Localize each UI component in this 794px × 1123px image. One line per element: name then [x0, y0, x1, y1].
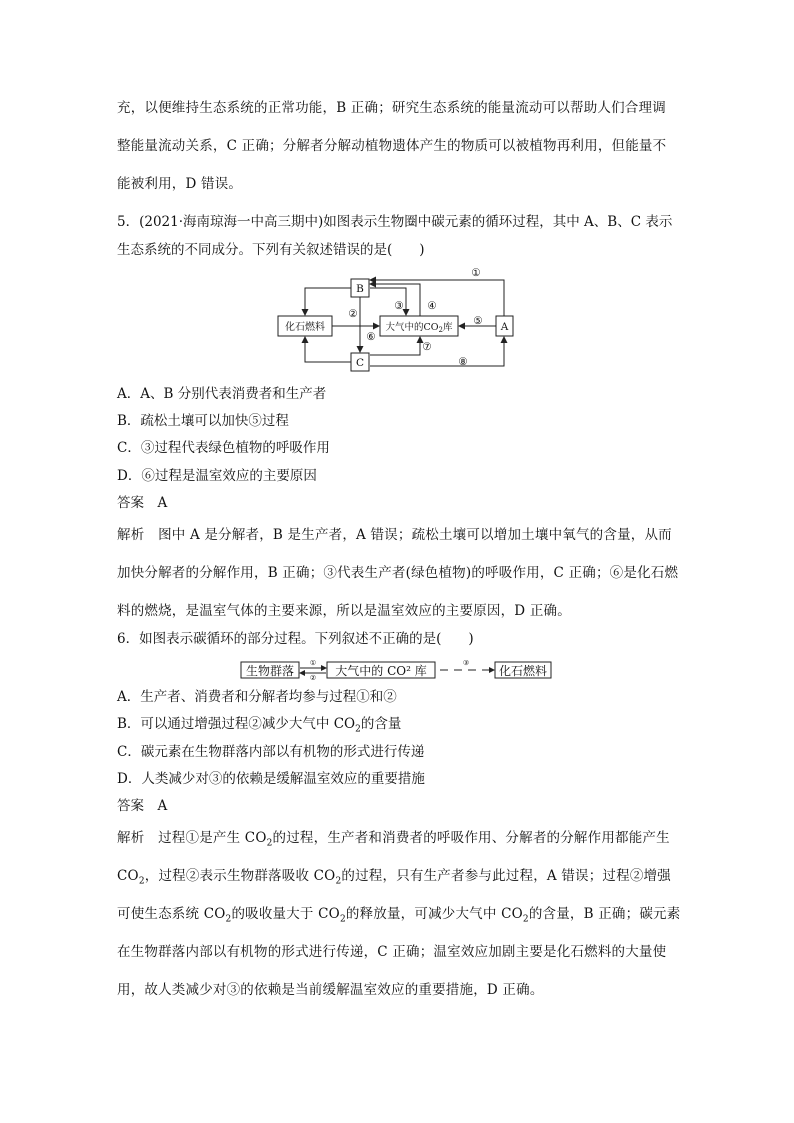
carbon-cycle-diagram: [270, 262, 530, 378]
label-n4: ④: [427, 300, 437, 312]
text-line: 加快分解者的分解作用，B 正确；③代表生产者(绿色植物)的呼吸作用，C 正确；⑥是化石燃: [117, 565, 679, 581]
label-process-3: ③: [462, 660, 470, 667]
label-atmosphere-co2-6: 大气中的 CO² 库: [335, 664, 427, 678]
label-a: A: [500, 321, 509, 333]
q5-answer: 答案 A: [117, 495, 168, 511]
q6-analysis: [117, 819, 681, 1009]
label-n6: ⑥: [366, 331, 376, 343]
previous-analysis-continuation: [117, 89, 677, 203]
q6-answer: 答案 A: [117, 798, 168, 814]
label-n1: ①: [471, 267, 481, 279]
arrow-c-to-air: [370, 337, 420, 355]
label-atmosphere-co2: 大气中的$CO_2$库: [385, 322, 453, 334]
text-line: 用，故人类减少对③的依赖是当前缓解温室效应的重要措施，D 正确。: [117, 982, 544, 998]
text-line: 5．(2021·海南琼海一中高三期中)如图表示生物圈中碳元素的循环过程，其中 A、B、C 表示: [117, 214, 673, 230]
label-biotic-community: 生物群落: [245, 664, 295, 678]
text-line: $CO_2$，过程②表示生物群落吸收 $CO_2$的过程，只有生产者参与此过程，A 错误；过程②增强: [117, 868, 671, 887]
label-process-1: ①: [309, 660, 317, 667]
q5-analysis: [117, 516, 677, 630]
text-line: 能被利用，D 错误。: [117, 176, 243, 192]
arrow-a-to-b: [370, 280, 504, 316]
text-line: 生态系统的不同成分。下列有关叙述错误的是( ): [117, 242, 425, 258]
question-6-stem: 6．如图表示碳循环的部分过程。下列叙述不正确的是( ): [117, 631, 474, 647]
label-b: B: [356, 283, 364, 295]
text-line: 料的燃烧，是温室气体的主要来源，所以是温室效应的主要原因，D 正确。: [117, 603, 571, 619]
text-line: 可使生态系统 $CO_2$的吸收量大于 $CO_2$的释放量，可减少大气中 $CO_2$的含量，B 正确；碳元素: [117, 906, 681, 925]
label-n8: ⑧: [458, 356, 468, 368]
q5-option-b: B．疏松土壤可以加快⑤过程: [117, 413, 289, 429]
q5-option-d: D．⑥过程是温室效应的主要原因: [117, 468, 317, 484]
label-process-2: ②: [309, 674, 317, 680]
question-5-stem: [117, 208, 672, 264]
q6-option-d: D．人类减少对③的依赖是缓解温室效应的重要措施: [117, 771, 425, 787]
q6-option-b: B．可以通过增强过程②减少大气中 $CO_2$的含量: [117, 716, 402, 735]
label-n3: ③: [394, 300, 404, 312]
text-line: 解析 过程①是产生 $CO_2$的过程，生产者和消费者的呼吸作用、分解者的分解作用都能产生: [117, 830, 670, 849]
text-line: 充，以便维持生态系统的正常功能，B 正确；研究生态系统的能量流动可以帮助人们合理调: [117, 100, 666, 116]
text-line: 解析 图中 A 是分解者，B 是生产者，A 错误；疏松土壤可以增加土壤中氧气的含量，从而: [117, 527, 672, 543]
label-c: C: [355, 357, 365, 369]
label-n7: ⑦: [422, 341, 432, 353]
arrow-c-to-a: [370, 337, 504, 366]
label-fossil-fuel: 化石燃料: [285, 322, 325, 333]
text-line: 整能量流动关系，C 正确；分解者分解动植物遗体产生的物质可以被植物再利用，但能量不: [117, 138, 667, 154]
label-n2: ②: [348, 308, 358, 320]
carbon-process-svg: [240, 660, 555, 680]
arrow-b-to-fuel: [305, 288, 351, 315]
carbon-process-diagram: [240, 660, 555, 680]
q6-option-c: C．碳元素在生物群落内部以有机物的形式进行传递: [117, 744, 425, 760]
q5-option-c: C．③过程代表绿色植物的呼吸作用: [117, 440, 330, 456]
label-fossil-fuel-6: 化石燃料: [498, 664, 548, 678]
label-n5: ⑤: [473, 315, 483, 327]
q6-option-a: A．生产者、消费者和分解者均参与过程①和②: [117, 689, 397, 705]
q5-option-a: A．A、B 分别代表消费者和生产者: [117, 386, 327, 402]
arrow-c-to-fuel: [305, 337, 351, 362]
text-line: 在生物群落内部以有机物的形式进行传递，C 正确；温室效应加剧主要是化石燃料的大量使: [117, 944, 667, 960]
carbon-cycle-svg: [270, 262, 530, 378]
